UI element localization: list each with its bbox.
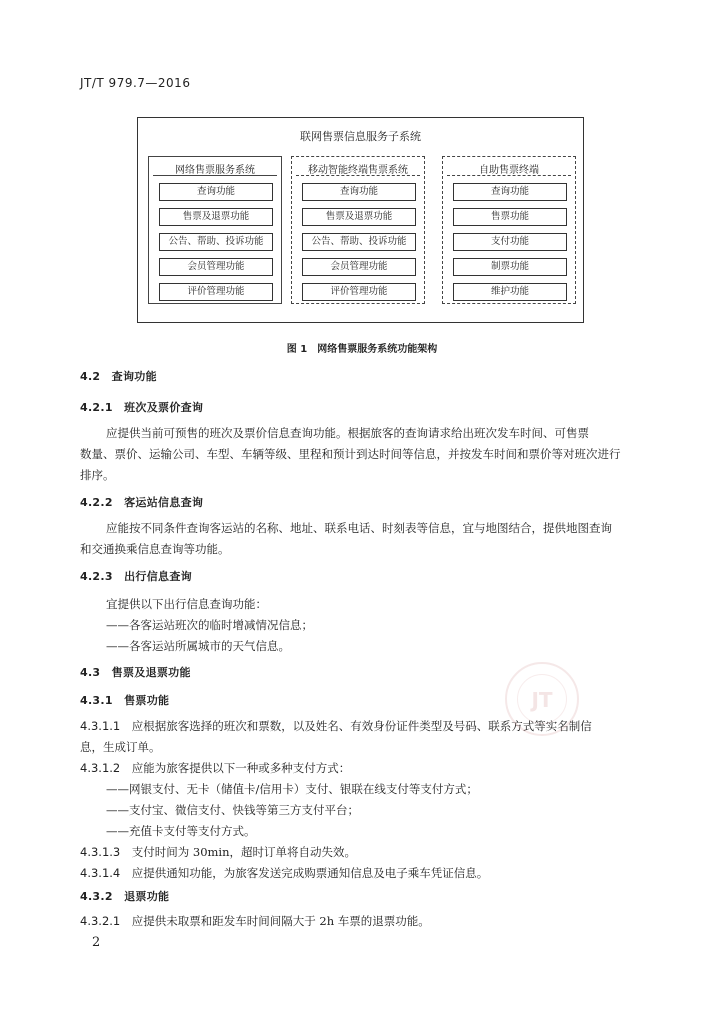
clause-number: 4.3.1.2 — [80, 761, 121, 775]
function-box: 维护功能 — [453, 283, 567, 301]
clause-4-3-1-2 — [80, 758, 350, 779]
section-heading-4-2-2: 4.2.2 客运站信息查询 — [80, 496, 204, 509]
function-box: 售票及退票功能 — [159, 208, 273, 226]
paragraph-line: 应提供当前可预售的班次及票价信息查询功能。根据旅客的查询请求给出班次发车时间、可售票 — [106, 426, 589, 440]
list-item: ——网银支付、无卡（储值卡/信用卡）支付、银联在线支付等支付方式； — [106, 782, 478, 796]
function-box: 制票功能 — [453, 258, 567, 276]
paragraph-line: 排序。 — [80, 468, 115, 482]
clause-text: 支付时间为 30min，超时订单将自动失效。 — [131, 845, 357, 859]
column-divider — [447, 175, 571, 176]
column-divider — [153, 175, 277, 176]
list-item: ——支付宝、微信支付、快钱等第三方支付平台； — [106, 803, 359, 817]
figure-column-online-ticketing — [148, 156, 282, 304]
figure-title: 联网售票信息服务子系统 — [300, 130, 421, 143]
page-number: 2 — [92, 935, 101, 950]
column-title: 移动智能终端售票系统 — [308, 165, 408, 176]
clause-text: 应根据旅客选择的班次和票数，以及姓名、有效身份证件类型及号码、联系方式等实名制信 — [131, 719, 592, 733]
list-item: ——各客运站班次的临时增减情况信息； — [106, 618, 313, 632]
clause-4-3-2-1 — [80, 911, 430, 932]
clause-number: 4.3.1.4 — [80, 866, 121, 880]
section-heading-4-3: 4.3 售票及退票功能 — [80, 666, 191, 679]
function-box: 售票及退票功能 — [302, 208, 416, 226]
clause-number: 4.3.2.1 — [80, 914, 121, 928]
clause-text: 应提供未取票和距发车时间间隔大于 2h 车票的退票功能。 — [131, 914, 430, 928]
function-box: 公告、帮助、投诉功能 — [159, 233, 273, 251]
function-box: 公告、帮助、投诉功能 — [302, 233, 416, 251]
clause-4-3-1-3 — [80, 842, 356, 863]
function-box: 会员管理功能 — [302, 258, 416, 276]
clause-text: 应提供通知功能，为旅客发送完成购票通知信息及电子乘车凭证信息。 — [131, 866, 489, 880]
section-heading-4-2: 4.2 查询功能 — [80, 370, 157, 383]
function-box: 查询功能 — [302, 183, 416, 201]
section-heading-4-2-3: 4.2.3 出行信息查询 — [80, 570, 192, 583]
function-box: 查询功能 — [159, 183, 273, 201]
watermark-stamp — [505, 662, 579, 736]
column-title: 网络售票服务系统 — [175, 165, 255, 176]
paragraph-line: 息，生成订单。 — [80, 740, 161, 754]
function-box: 评价管理功能 — [302, 283, 416, 301]
section-heading-4-3-1: 4.3.1 售票功能 — [80, 694, 170, 707]
function-box: 评价管理功能 — [159, 283, 273, 301]
function-box: 会员管理功能 — [159, 258, 273, 276]
list-item: ——充值卡支付等支付方式。 — [106, 824, 256, 838]
figure-caption: 图 1 网络售票服务系统功能架构 — [286, 344, 438, 355]
clause-number: 4.3.1.3 — [80, 845, 121, 859]
list-item: ——各客运站所属城市的天气信息。 — [106, 639, 290, 653]
stamp-logo: JT — [517, 674, 567, 724]
figure-column-self-service-terminal — [442, 156, 576, 304]
document-id-header: JT/T 979.7—2016 — [80, 76, 191, 90]
function-box: 查询功能 — [453, 183, 567, 201]
column-divider — [296, 175, 420, 176]
function-box: 支付功能 — [453, 233, 567, 251]
paragraph-line: 宜提供以下出行信息查询功能： — [106, 597, 267, 611]
paragraph-line: 应能按不同条件查询客运站的名称、地址、联系电话、时刻表等信息，宜与地图结合，提供地图查询 — [106, 521, 612, 535]
clause-number: 4.3.1.1 — [80, 719, 121, 733]
paragraph-line: 和交通换乘信息查询等功能。 — [80, 542, 230, 556]
section-heading-4-3-2: 4.3.2 退票功能 — [80, 890, 170, 903]
architecture-figure — [137, 117, 584, 323]
figure-column-mobile-terminal — [291, 156, 425, 304]
paragraph-line: 数量、票价、运输公司、车型、车辆等级、里程和预计到达时间等信息，并按发车时间和票价等对班次进行 — [80, 447, 621, 461]
column-title: 自助售票终端 — [479, 165, 539, 176]
clause-4-3-1-4 — [80, 863, 488, 884]
function-box: 售票功能 — [453, 208, 567, 226]
clause-text: 应能为旅客提供以下一种或多种支付方式： — [131, 761, 351, 775]
section-heading-4-2-1: 4.2.1 班次及票价查询 — [80, 401, 204, 414]
